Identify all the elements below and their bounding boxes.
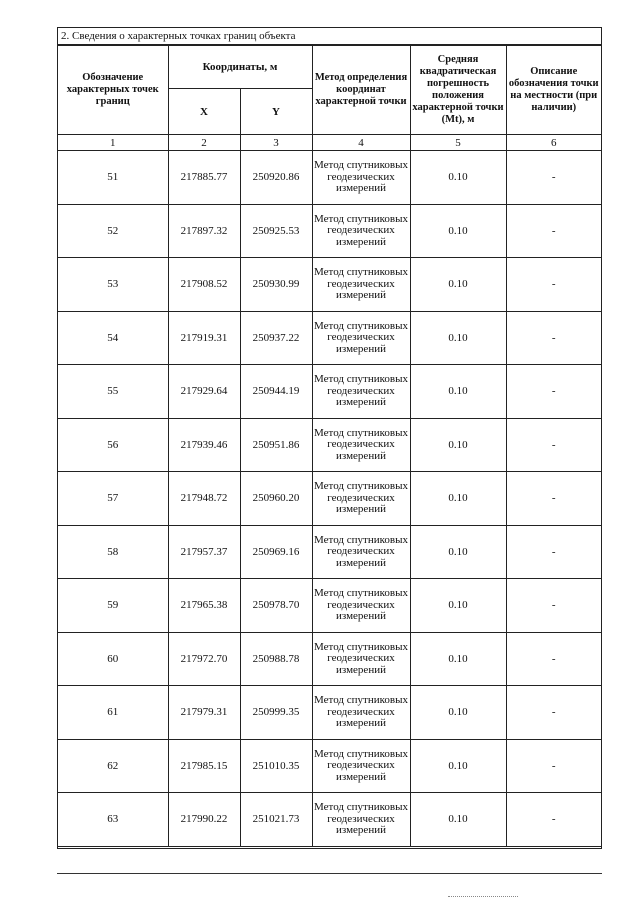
accuracy-cell: 0.10 [410, 739, 506, 793]
y-coordinate-cell: 250978.70 [240, 579, 312, 633]
method-cell: Метод спутниковых геодезических измерений [312, 472, 410, 526]
point-cell: 54 [58, 311, 168, 365]
description-cell: - [506, 793, 601, 847]
description-cell: - [506, 472, 601, 526]
method-cell: Метод спутниковых геодезических измерений [312, 151, 410, 205]
description-cell: - [506, 579, 601, 633]
accuracy-cell: 0.10 [410, 686, 506, 740]
scan-artifact [448, 896, 518, 897]
y-coordinate-cell: 251010.35 [240, 739, 312, 793]
header-x: X [168, 89, 240, 135]
method-cell: Метод спутниковых геодезических измерений [312, 365, 410, 419]
column-number: 3 [240, 135, 312, 151]
table-row [58, 686, 601, 740]
description-cell: - [506, 525, 601, 579]
method-cell: Метод спутниковых геодезических измерений [312, 686, 410, 740]
method-cell: Метод спутниковых геодезических измерений [312, 579, 410, 633]
boundary-points-sheet [57, 27, 602, 849]
point-cell: 55 [58, 365, 168, 419]
x-coordinate-cell: 217985.15 [168, 739, 240, 793]
header-designation: Обозначение характерных точек границ [58, 46, 168, 135]
method-cell: Метод спутниковых геодезических измерений [312, 311, 410, 365]
column-number: 2 [168, 135, 240, 151]
description-cell: - [506, 311, 601, 365]
table-row [58, 739, 601, 793]
y-coordinate-cell: 250999.35 [240, 686, 312, 740]
column-number-row [58, 135, 601, 151]
x-coordinate-cell: 217897.32 [168, 204, 240, 258]
header-y: Y [240, 89, 312, 135]
point-cell: 62 [58, 739, 168, 793]
y-coordinate-cell: 250920.86 [240, 151, 312, 205]
y-coordinate-cell: 250944.19 [240, 365, 312, 419]
header-description: Описание обозначения точки на местности (при наличии) [506, 46, 601, 135]
method-cell: Метод спутниковых геодезических измерений [312, 739, 410, 793]
header-accuracy: Средняя квадратическая погрешность положения характерной точки (Mt), м [410, 46, 506, 135]
y-coordinate-cell: 250969.16 [240, 525, 312, 579]
point-cell: 53 [58, 258, 168, 312]
page-bottom-rule [57, 873, 602, 874]
point-cell: 58 [58, 525, 168, 579]
point-cell: 60 [58, 632, 168, 686]
y-coordinate-cell: 250951.86 [240, 418, 312, 472]
x-coordinate-cell: 217965.38 [168, 579, 240, 633]
x-coordinate-cell: 217948.72 [168, 472, 240, 526]
column-number: 6 [506, 135, 601, 151]
point-cell: 61 [58, 686, 168, 740]
method-cell: Метод спутниковых геодезических измерений [312, 418, 410, 472]
y-coordinate-cell: 250930.99 [240, 258, 312, 312]
table-row [58, 204, 601, 258]
boundary-points-table [58, 45, 601, 847]
table-row [58, 311, 601, 365]
y-coordinate-cell: 250960.20 [240, 472, 312, 526]
accuracy-cell: 0.10 [410, 258, 506, 312]
header-coordinates: Координаты, м [168, 46, 312, 89]
x-coordinate-cell: 217979.31 [168, 686, 240, 740]
point-cell: 51 [58, 151, 168, 205]
point-cell: 52 [58, 204, 168, 258]
method-cell: Метод спутниковых геодезических измерений [312, 793, 410, 847]
table-row [58, 525, 601, 579]
y-coordinate-cell: 251021.73 [240, 793, 312, 847]
column-number: 1 [58, 135, 168, 151]
accuracy-cell: 0.10 [410, 151, 506, 205]
accuracy-cell: 0.10 [410, 525, 506, 579]
table-row [58, 258, 601, 312]
description-cell: - [506, 739, 601, 793]
accuracy-cell: 0.10 [410, 472, 506, 526]
description-cell: - [506, 204, 601, 258]
table-row [58, 472, 601, 526]
header-method: Метод определения координат характерной точки [312, 46, 410, 135]
table-row [58, 418, 601, 472]
accuracy-cell: 0.10 [410, 365, 506, 419]
description-cell: - [506, 632, 601, 686]
x-coordinate-cell: 217919.31 [168, 311, 240, 365]
accuracy-cell: 0.10 [410, 311, 506, 365]
section-title: 2. Сведения о характерных точках границ объекта [58, 28, 601, 45]
accuracy-cell: 0.10 [410, 204, 506, 258]
description-cell: - [506, 151, 601, 205]
y-coordinate-cell: 250988.78 [240, 632, 312, 686]
method-cell: Метод спутниковых геодезических измерений [312, 525, 410, 579]
table-row [58, 793, 601, 847]
point-cell: 56 [58, 418, 168, 472]
y-coordinate-cell: 250937.22 [240, 311, 312, 365]
accuracy-cell: 0.10 [410, 793, 506, 847]
description-cell: - [506, 686, 601, 740]
description-cell: - [506, 365, 601, 419]
x-coordinate-cell: 217939.46 [168, 418, 240, 472]
x-coordinate-cell: 217929.64 [168, 365, 240, 419]
accuracy-cell: 0.10 [410, 632, 506, 686]
x-coordinate-cell: 217990.22 [168, 793, 240, 847]
column-number: 4 [312, 135, 410, 151]
description-cell: - [506, 418, 601, 472]
point-cell: 57 [58, 472, 168, 526]
description-cell: - [506, 258, 601, 312]
method-cell: Метод спутниковых геодезических измерений [312, 632, 410, 686]
x-coordinate-cell: 217972.70 [168, 632, 240, 686]
accuracy-cell: 0.10 [410, 418, 506, 472]
table-row [58, 151, 601, 205]
method-cell: Метод спутниковых геодезических измерений [312, 258, 410, 312]
x-coordinate-cell: 217885.77 [168, 151, 240, 205]
accuracy-cell: 0.10 [410, 579, 506, 633]
table-row [58, 365, 601, 419]
x-coordinate-cell: 217908.52 [168, 258, 240, 312]
point-cell: 59 [58, 579, 168, 633]
point-cell: 63 [58, 793, 168, 847]
table-row [58, 579, 601, 633]
x-coordinate-cell: 217957.37 [168, 525, 240, 579]
method-cell: Метод спутниковых геодезических измерений [312, 204, 410, 258]
column-number: 5 [410, 135, 506, 151]
y-coordinate-cell: 250925.53 [240, 204, 312, 258]
table-row [58, 632, 601, 686]
